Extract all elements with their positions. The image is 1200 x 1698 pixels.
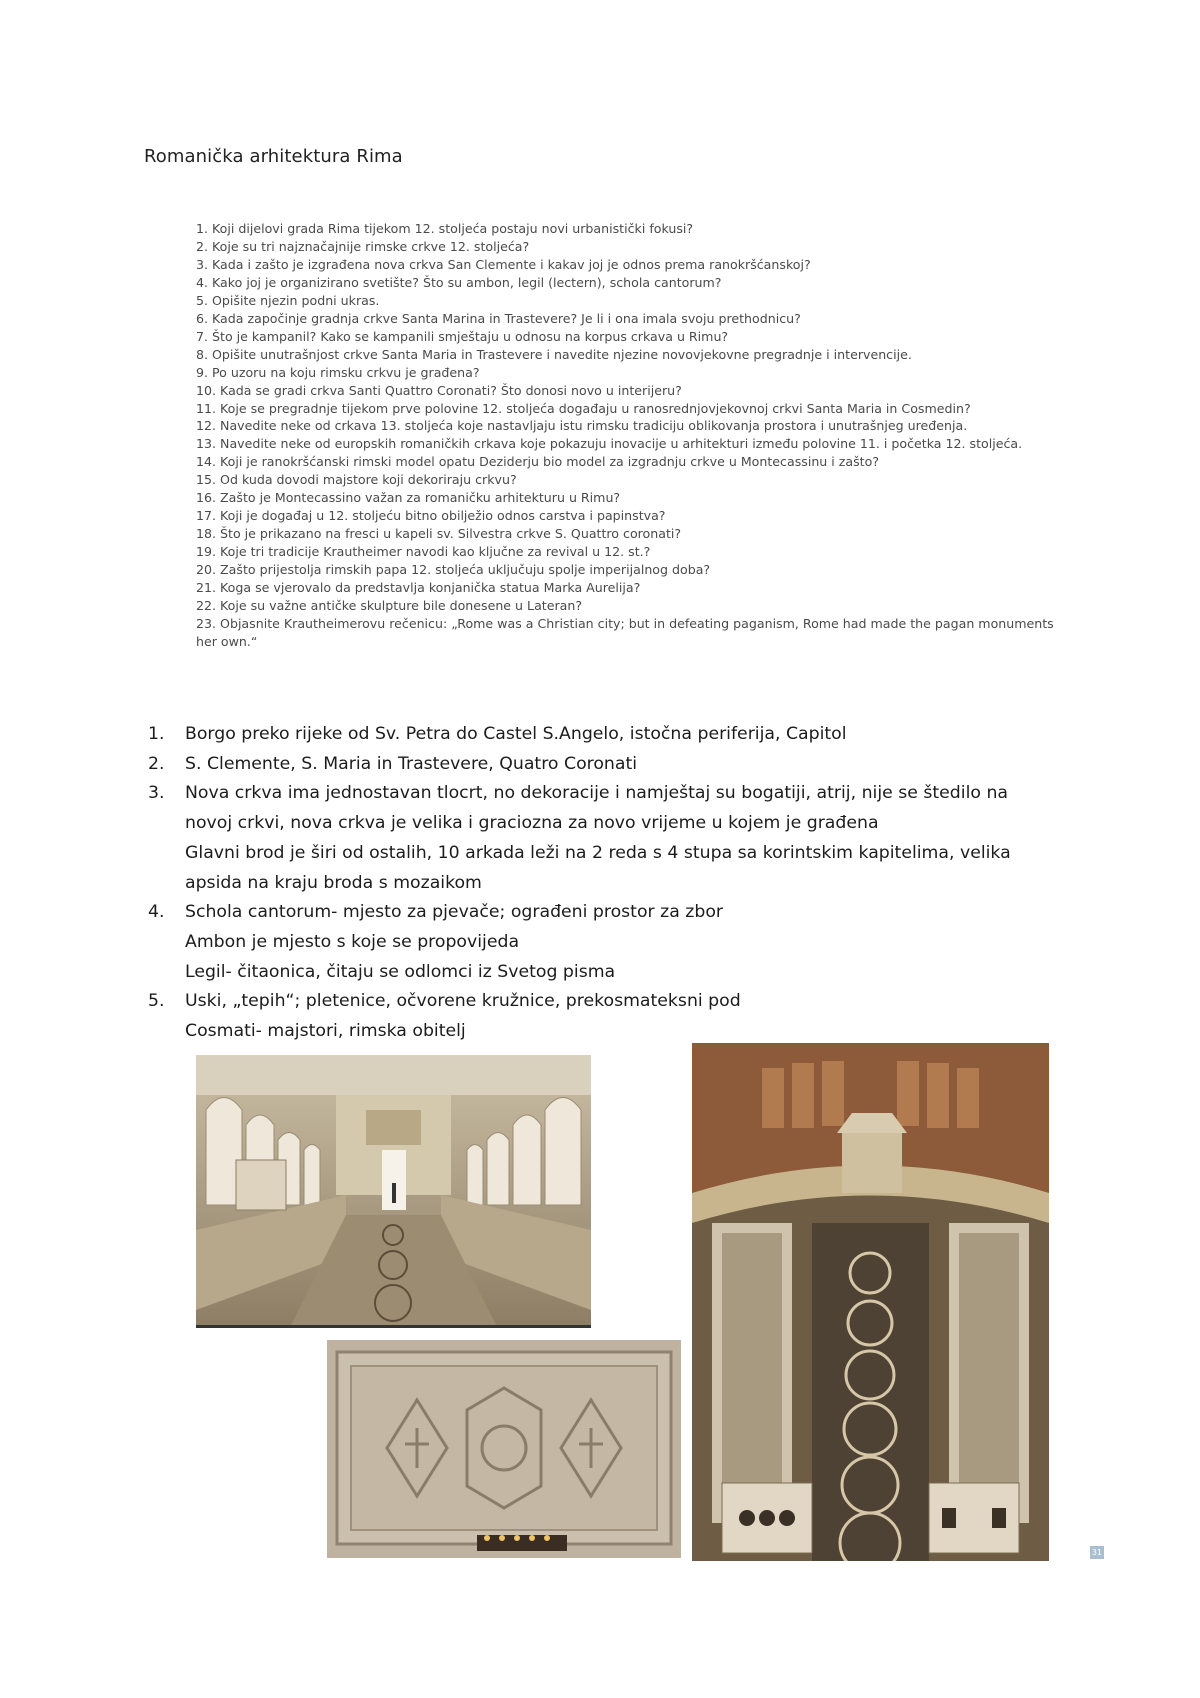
question-item: 16. Zašto je Montecassino važan za romaničku arhitekturu u Rimu?	[196, 490, 621, 506]
answer-number: 2.	[148, 753, 165, 774]
question-item: 9. Po uzoru na koju rimsku crkvu je građena?	[196, 364, 480, 380]
answer-number: 4.	[148, 902, 165, 923]
answer-line: Cosmati- majstori, rimska obitelj	[185, 1021, 466, 1042]
question-item: 11. Koje se pregradnje tijekom prve polovine 12. stoljeća događaju u ranosrednjovjekovnoj crkvi Santa Maria in Cosmedin?	[196, 400, 971, 416]
answer-line: Borgo preko rijeke od Sv. Petra do Castel S.Angelo, istočna periferija, Capitol	[185, 724, 847, 744]
answer-line: Glavni brod je širi od ostalih, 10 arkada leži na 2 reda s 4 stupa sa korintskim kapitelima, velika	[185, 842, 1011, 863]
question-item: 7. Što je kampanil? Kako se kampanili smještaju u odnosu na korpus crkava u Rimu?	[196, 328, 729, 344]
question-item: 21. Koga se vjerovalo da predstavlja konjanička statua Marka Aurelija?	[196, 580, 641, 596]
answer-number: 1.	[148, 724, 165, 744]
answer-line: apsida na kraju broda s mozaikom	[185, 872, 482, 893]
question-item: 6. Kada započinje gradnja crkve Santa Marina in Trastevere? Je li i ona imala svoju prethodnicu?	[196, 310, 801, 326]
answer-line: Schola cantorum- mjesto za pjevače; ograđeni prostor za zbor	[185, 902, 724, 923]
question-item: 20. Zašto prijestolja rimskih papa 12. stoljeća uključuju spolje imperijalnog doba?	[196, 562, 711, 578]
question-item: 4. Kako joj je organizirano svetište? Što su ambon, legil (lectern), schola cantorum?	[196, 274, 722, 290]
question-item: 12. Navedite neke od crkava 13. stoljeća koje nastavljaju istu rimsku tradiciju oblikovanja prostora i unutrašnjeg uređenja.	[196, 418, 968, 434]
answer-item	[148, 898, 1048, 987]
question-item: 5. Opišite njezin podni ukras.	[196, 292, 380, 308]
answer-line: novoj crkvi, nova crkva je velika i graciozna za novo vrijeme u kojem je građena	[185, 813, 879, 834]
question-item: 19. Koje tri tradicije Krautheimer navodi kao ključne za revival u 12. st.?	[196, 544, 651, 560]
answer-item	[148, 779, 1048, 898]
question-item: 1. Koji dijelovi grada Rima tijekom 12. stoljeća postaju novi urbanistički fokusi?	[196, 221, 694, 236]
page-number-badge: 31	[1091, 1548, 1103, 1557]
answer-item	[148, 750, 1048, 780]
marble-relief-photo	[327, 1340, 681, 1558]
page-title: Romanička arhitektura Rima	[144, 146, 403, 167]
answer-number: 3.	[148, 783, 165, 804]
answer-line: Legil- čitaonica, čitaju se odlomci iz Svetog pisma	[185, 961, 616, 982]
church-nave-photo	[196, 1055, 591, 1328]
question-item: 10. Kada se gradi crkva Santi Quattro Coronati? Što donosi novo u interijeru?	[196, 382, 682, 398]
question-list	[196, 220, 1056, 651]
question-item: 15. Od kuda dovodi majstore koji dekoriraju crkvu?	[196, 472, 517, 488]
question-item: 3. Kada i zašto je izgrađena nova crkva San Clemente i kakav joj je odnos prema ranokršćanskoj?	[196, 256, 811, 272]
question-item: 23. Objasnite Krautheimerovu rečenicu: „Rome was a Christian city; but in defeating paganism, Rome had made the pagan monuments her own.“	[196, 615, 1054, 649]
answer-line: Ambon je mjesto s koje se propovijeda	[185, 931, 520, 952]
question-item: 13. Navedite neke od europskih romaničkih crkava koje pokazuju inovacije u arhitekturi između polovine 11. i početka 12. stoljeća.	[196, 436, 1023, 452]
answer-line: Nova crkva ima jednostavan tlocrt, no dekoracije i namještaj su bogatiji, atrij, nije se štedilo na	[185, 783, 1008, 804]
cosmatesque-floor-photo	[692, 1043, 1049, 1561]
answer-line: S. Clemente, S. Maria in Trastevere, Quatro Coronati	[185, 753, 638, 774]
answer-list	[148, 720, 1048, 1047]
question-item: 18. Što je prikazano na fresci u kapeli sv. Silvestra crkve S. Quattro coronati?	[196, 526, 682, 542]
question-item: 8. Opišite unutrašnjost crkve Santa Maria in Trastevere i navedite njezine novovjekovne pregradnje i intervencije.	[196, 346, 912, 362]
question-item: 17. Koji je događaj u 12. stoljeću bitno obilježio odnos carstva i papinstva?	[196, 508, 666, 524]
question-item: 14. Koji je ranokršćanski rimski model opatu Deziderju bio model za izgradnju crkve u Montecassinu i zašto?	[196, 454, 880, 470]
question-item: 22. Koje su važne antičke skulpture bile donesene u Lateran?	[196, 598, 583, 614]
question-item: 2. Koje su tri najznačajnije rimske crkve 12. stoljeća?	[196, 238, 530, 254]
answer-item	[148, 987, 1048, 1046]
answer-line: Uski, „tepih“; pletenice, očvorene kružnice, prekosmateksni pod	[185, 991, 741, 1012]
answer-item	[148, 720, 1048, 750]
answer-number: 5.	[148, 991, 165, 1012]
